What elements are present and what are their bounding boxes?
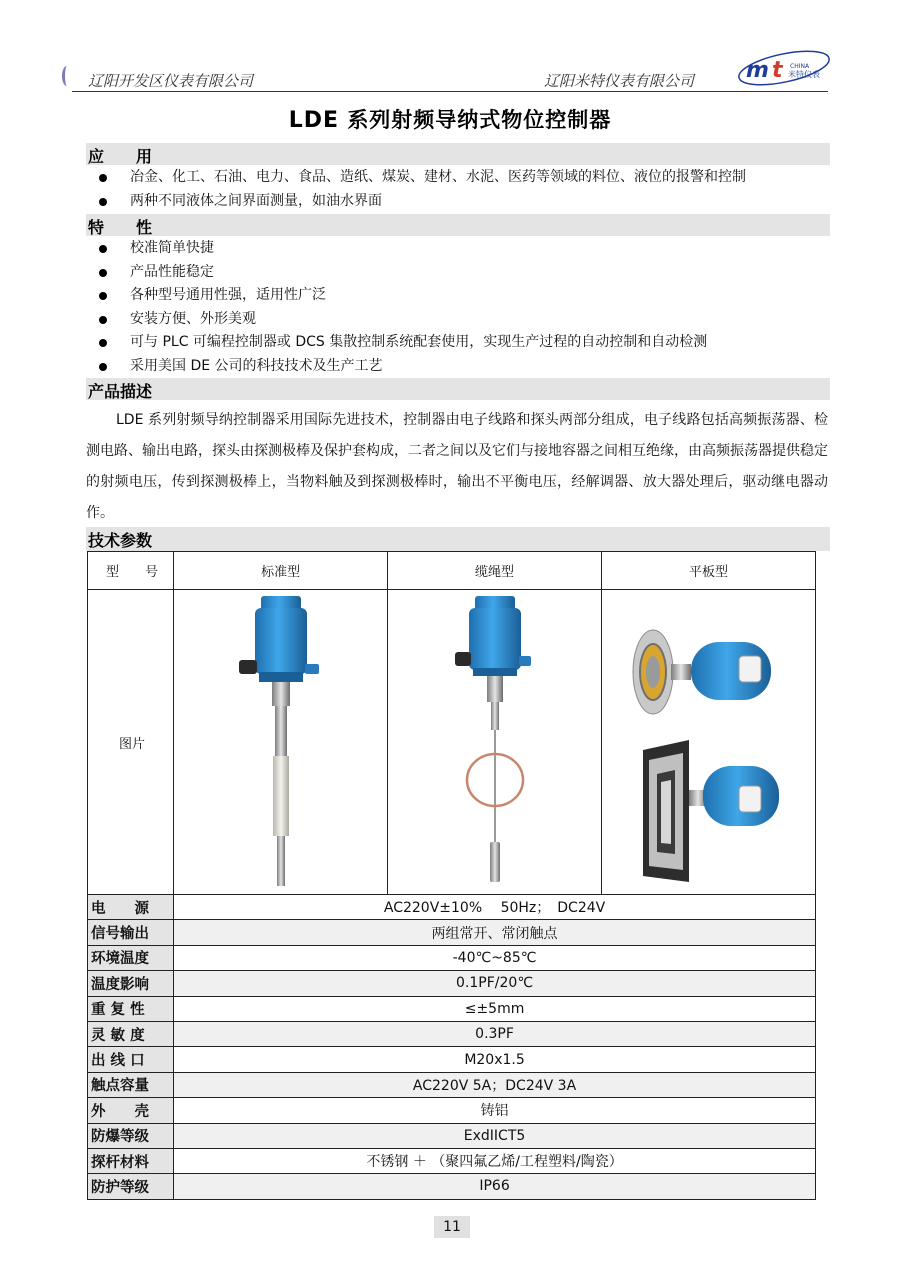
list-item: 校准简单快捷 bbox=[96, 237, 826, 261]
flat-type-image-cell bbox=[602, 590, 816, 895]
spec-label: 出 线 口 bbox=[88, 1047, 174, 1072]
list-item: 产品性能稳定 bbox=[96, 261, 826, 285]
section-application-heading bbox=[86, 143, 830, 165]
spec-value: AC220V 5A；DC24V 3A bbox=[174, 1072, 816, 1097]
table-row bbox=[88, 1098, 816, 1123]
table-row bbox=[88, 552, 816, 590]
table-row bbox=[88, 1123, 816, 1148]
table-row bbox=[88, 1174, 816, 1199]
svg-text:m: m bbox=[746, 58, 769, 83]
flat-probe-image bbox=[603, 590, 815, 890]
section-params-heading bbox=[86, 527, 830, 551]
section-features-label: 特 性 bbox=[88, 218, 153, 237]
section-description-heading bbox=[86, 378, 830, 400]
list-item: 冶金、化工、石油、电力、食品、造纸、煤炭、建材、水泥、医药等领域的料位、液位的报警和控制 bbox=[96, 166, 826, 190]
page-number: 11 bbox=[434, 1216, 470, 1238]
spec-label: 探杆材料 bbox=[88, 1148, 174, 1173]
section-params-label: 技术参数 bbox=[88, 531, 153, 550]
title-text: 系列射频导纳式物位控制器 bbox=[347, 108, 612, 132]
table-row bbox=[88, 895, 816, 920]
model-label: 型 号 bbox=[88, 552, 174, 590]
spec-value: 铸铝 bbox=[174, 1098, 816, 1123]
spec-value: ExdIICT5 bbox=[174, 1123, 816, 1148]
spec-label: 重 复 性 bbox=[88, 996, 174, 1021]
product-description: LDE 系列射频导纳控制器采用国际先进技术，控制器由电子线路和探头两部分组成，电子线路包括高频振荡器、检测电路、输出电路，探头由探测极棒及保护套构成，二者之间以及它们与接地容器之间相互绝缘，由高频振荡器提供稳定的射频电压，传到探测极棒上，当物料触及到探测极棒时，输出不平衡电压，经解调器、放大器处理后，驱动继电器动作。 bbox=[86, 412, 828, 521]
list-item: 可与 PLC 可编程控制器或 DCS 集散控制系统配套使用，实现生产过程的自动控制和自动检测 bbox=[96, 331, 826, 355]
spec-value: ≤±5mm bbox=[174, 996, 816, 1021]
column-cable: 缆绳型 bbox=[388, 552, 602, 590]
standard-probe-image bbox=[175, 590, 387, 890]
page-header bbox=[72, 40, 828, 92]
spec-value: 0.3PF bbox=[174, 1021, 816, 1046]
spec-value: 两组常开、常闭触点 bbox=[174, 920, 816, 945]
title-model: LDE bbox=[288, 108, 339, 133]
spec-label: 电 源 bbox=[88, 895, 174, 920]
table-row bbox=[88, 1021, 816, 1046]
spec-value: IP66 bbox=[174, 1174, 816, 1199]
spec-label: 环境温度 bbox=[88, 945, 174, 970]
standard-type-image-cell bbox=[174, 590, 388, 895]
column-flat: 平板型 bbox=[602, 552, 816, 590]
list-item: 安装方便、外形美观 bbox=[96, 308, 826, 332]
spec-label: 防爆等级 bbox=[88, 1123, 174, 1148]
table-row bbox=[88, 1148, 816, 1173]
table-row bbox=[88, 945, 816, 970]
page-title bbox=[0, 104, 900, 134]
table-row bbox=[88, 1047, 816, 1072]
cable-type-image-cell bbox=[388, 590, 602, 895]
table-row bbox=[88, 996, 816, 1021]
table-row bbox=[88, 920, 816, 945]
spec-value: 不锈钢 ＋ （聚四氟乙烯/工程塑料/陶瓷） bbox=[174, 1148, 816, 1173]
spec-label: 触点容量 bbox=[88, 1072, 174, 1097]
right-company-name: 辽阳米特仪表有限公司 bbox=[544, 72, 695, 90]
left-company-name: 辽阳开发区仪表有限公司 bbox=[88, 72, 254, 90]
list-item: 采用美国 DE 公司的科技技术及生产工艺 bbox=[96, 355, 826, 379]
spec-value: -40℃~85℃ bbox=[174, 945, 816, 970]
features-list bbox=[96, 237, 826, 378]
spec-label: 防护等级 bbox=[88, 1174, 174, 1199]
spec-value: AC220V±10% 50Hz； DC24V bbox=[174, 895, 816, 920]
list-item: 各种型号通用性强，适用性广泛 bbox=[96, 284, 826, 308]
cable-probe-image bbox=[389, 590, 601, 890]
spec-label: 信号输出 bbox=[88, 920, 174, 945]
crescent-mark bbox=[62, 66, 72, 86]
spec-value: 0.1PF/20℃ bbox=[174, 971, 816, 996]
image-label: 图片 bbox=[88, 590, 174, 895]
application-list bbox=[96, 166, 826, 213]
table-row bbox=[88, 590, 816, 895]
logo-subtext: 米特仪表 bbox=[788, 70, 820, 79]
section-features-heading bbox=[86, 214, 830, 236]
table-row bbox=[88, 1072, 816, 1097]
spec-label: 灵 敏 度 bbox=[88, 1021, 174, 1046]
svg-text:t: t bbox=[772, 58, 783, 83]
spec-value: M20x1.5 bbox=[174, 1047, 816, 1072]
section-description-label: 产品描述 bbox=[88, 382, 153, 401]
company-logo bbox=[732, 44, 832, 88]
table-row bbox=[88, 971, 816, 996]
list-item: 两种不同液体之间界面测量，如油水界面 bbox=[96, 190, 826, 214]
spec-label: 温度影响 bbox=[88, 971, 174, 996]
section-application-label: 应 用 bbox=[88, 147, 153, 166]
logo-text: CHINA bbox=[790, 63, 810, 70]
spec-label: 外 壳 bbox=[88, 1098, 174, 1123]
column-standard: 标准型 bbox=[174, 552, 388, 590]
parameters-table bbox=[87, 551, 816, 1200]
